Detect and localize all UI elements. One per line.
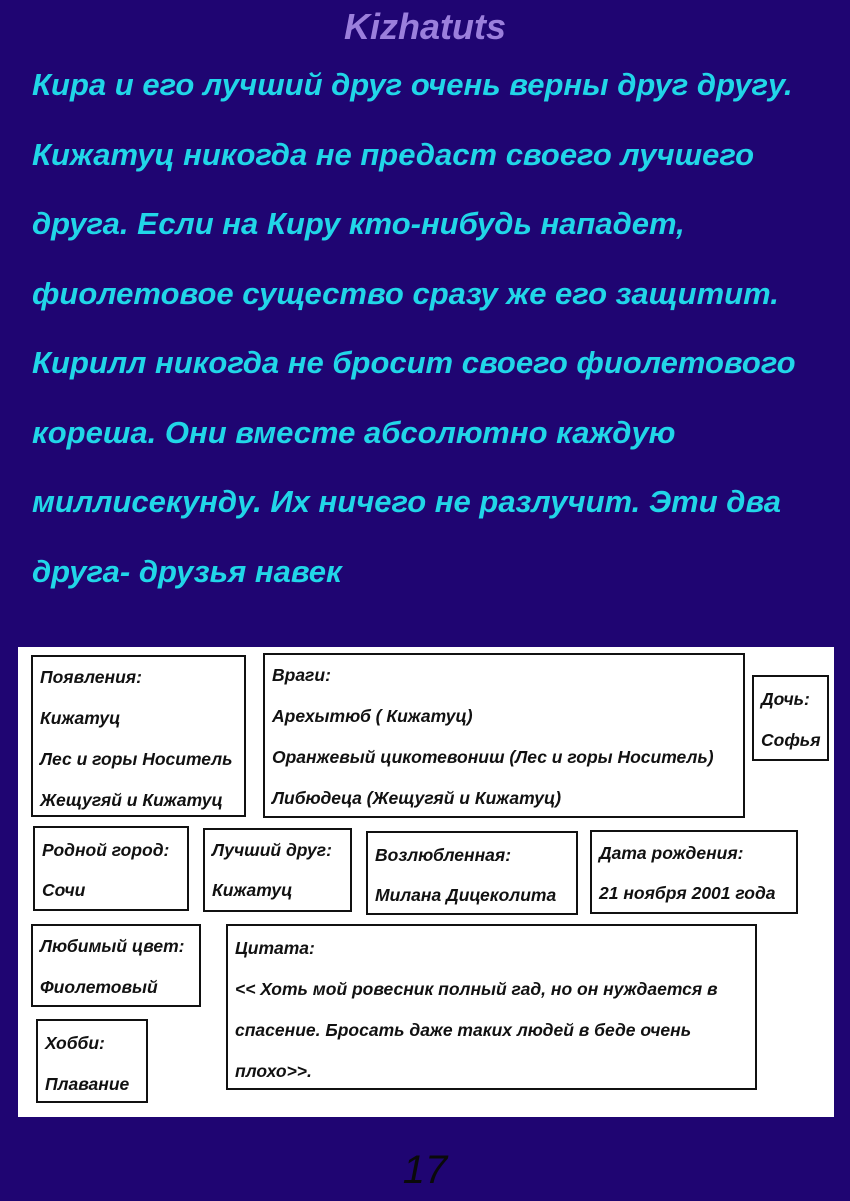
daughter-box — [752, 675, 829, 761]
hometown-label: Родной город: — [42, 840, 170, 860]
appearance-item: Лес и горы Носитель — [40, 749, 233, 769]
birthdate-box — [590, 830, 798, 914]
beloved-box — [366, 831, 578, 915]
quote-line: спасение. Бросать даже таких людей в беде очень — [235, 1020, 692, 1040]
best-friend-label: Лучший друг: — [212, 840, 332, 860]
story-text — [32, 58, 832, 614]
quote-box — [226, 924, 757, 1090]
daughter-label: Дочь: — [761, 689, 810, 709]
enemies-box — [263, 653, 745, 818]
hometown-box — [33, 826, 189, 911]
hometown-value: Сочи — [42, 880, 86, 900]
page-title: Kizhatuts — [344, 6, 506, 47]
appearance-item: Жещугяй и Кижатуц — [40, 790, 223, 810]
quote-line: << Хоть мой ровесник полный гад, но он нуждается в — [235, 979, 718, 999]
hobby-label: Хобби: — [45, 1033, 105, 1053]
birthdate-label: Дата рождения: — [599, 843, 744, 863]
character-info-panel — [18, 647, 834, 1117]
appearances-label: Появления: — [40, 667, 142, 687]
favorite-color-value: Фиолетовый — [40, 977, 158, 997]
story-line: фиолетовое существо сразу же его защитит. — [32, 275, 779, 311]
enemies-label: Враги: — [272, 665, 331, 685]
quote-line: плохо>>. — [235, 1061, 312, 1081]
story-line: Кира и его лучший друг очень верны друг другу. — [32, 67, 793, 102]
enemy-item: Оранжевый цикотевониш (Лес и горы Носитель) — [272, 747, 714, 767]
best-friend-value: Кижатуц — [212, 880, 293, 900]
appearance-item: Кижатуц — [40, 708, 121, 728]
beloved-label: Возлюбленная: — [375, 845, 512, 865]
story-line: Кирилл никогда не бросит своего фиолетового — [32, 345, 796, 380]
hobby-box — [36, 1019, 148, 1103]
story-line: Кижатуц никогда не предаст своего лучшего — [32, 136, 755, 172]
beloved-value: Милана Дицеколита — [375, 885, 557, 905]
story-line: миллисекунду. Их ничего не разлучит. Эти два — [32, 484, 781, 519]
story-line: кореша. Они вместе абсолютно каждую — [32, 414, 676, 450]
favorite-color-label: Любимый цвет: — [40, 936, 185, 956]
favorite-color-box — [31, 924, 201, 1007]
story-line: друга- друзья навек — [32, 553, 342, 589]
birthdate-value: 21 ноября 2001 года — [599, 883, 776, 903]
hobby-value: Плавание — [45, 1074, 130, 1094]
page-number: 17 — [402, 1148, 448, 1192]
enemy-item: Либюдеца (Жещугяй и Кижатуц) — [272, 788, 562, 808]
story-line: друга. Если на Киру кто-нибудь нападет, — [32, 206, 685, 241]
appearances-box — [31, 655, 246, 817]
best-friend-box — [203, 828, 352, 912]
quote-label: Цитата: — [235, 938, 315, 958]
enemy-item: Арехытюб ( Кижатуц) — [272, 706, 473, 726]
daughter-value: Софья — [761, 730, 821, 750]
